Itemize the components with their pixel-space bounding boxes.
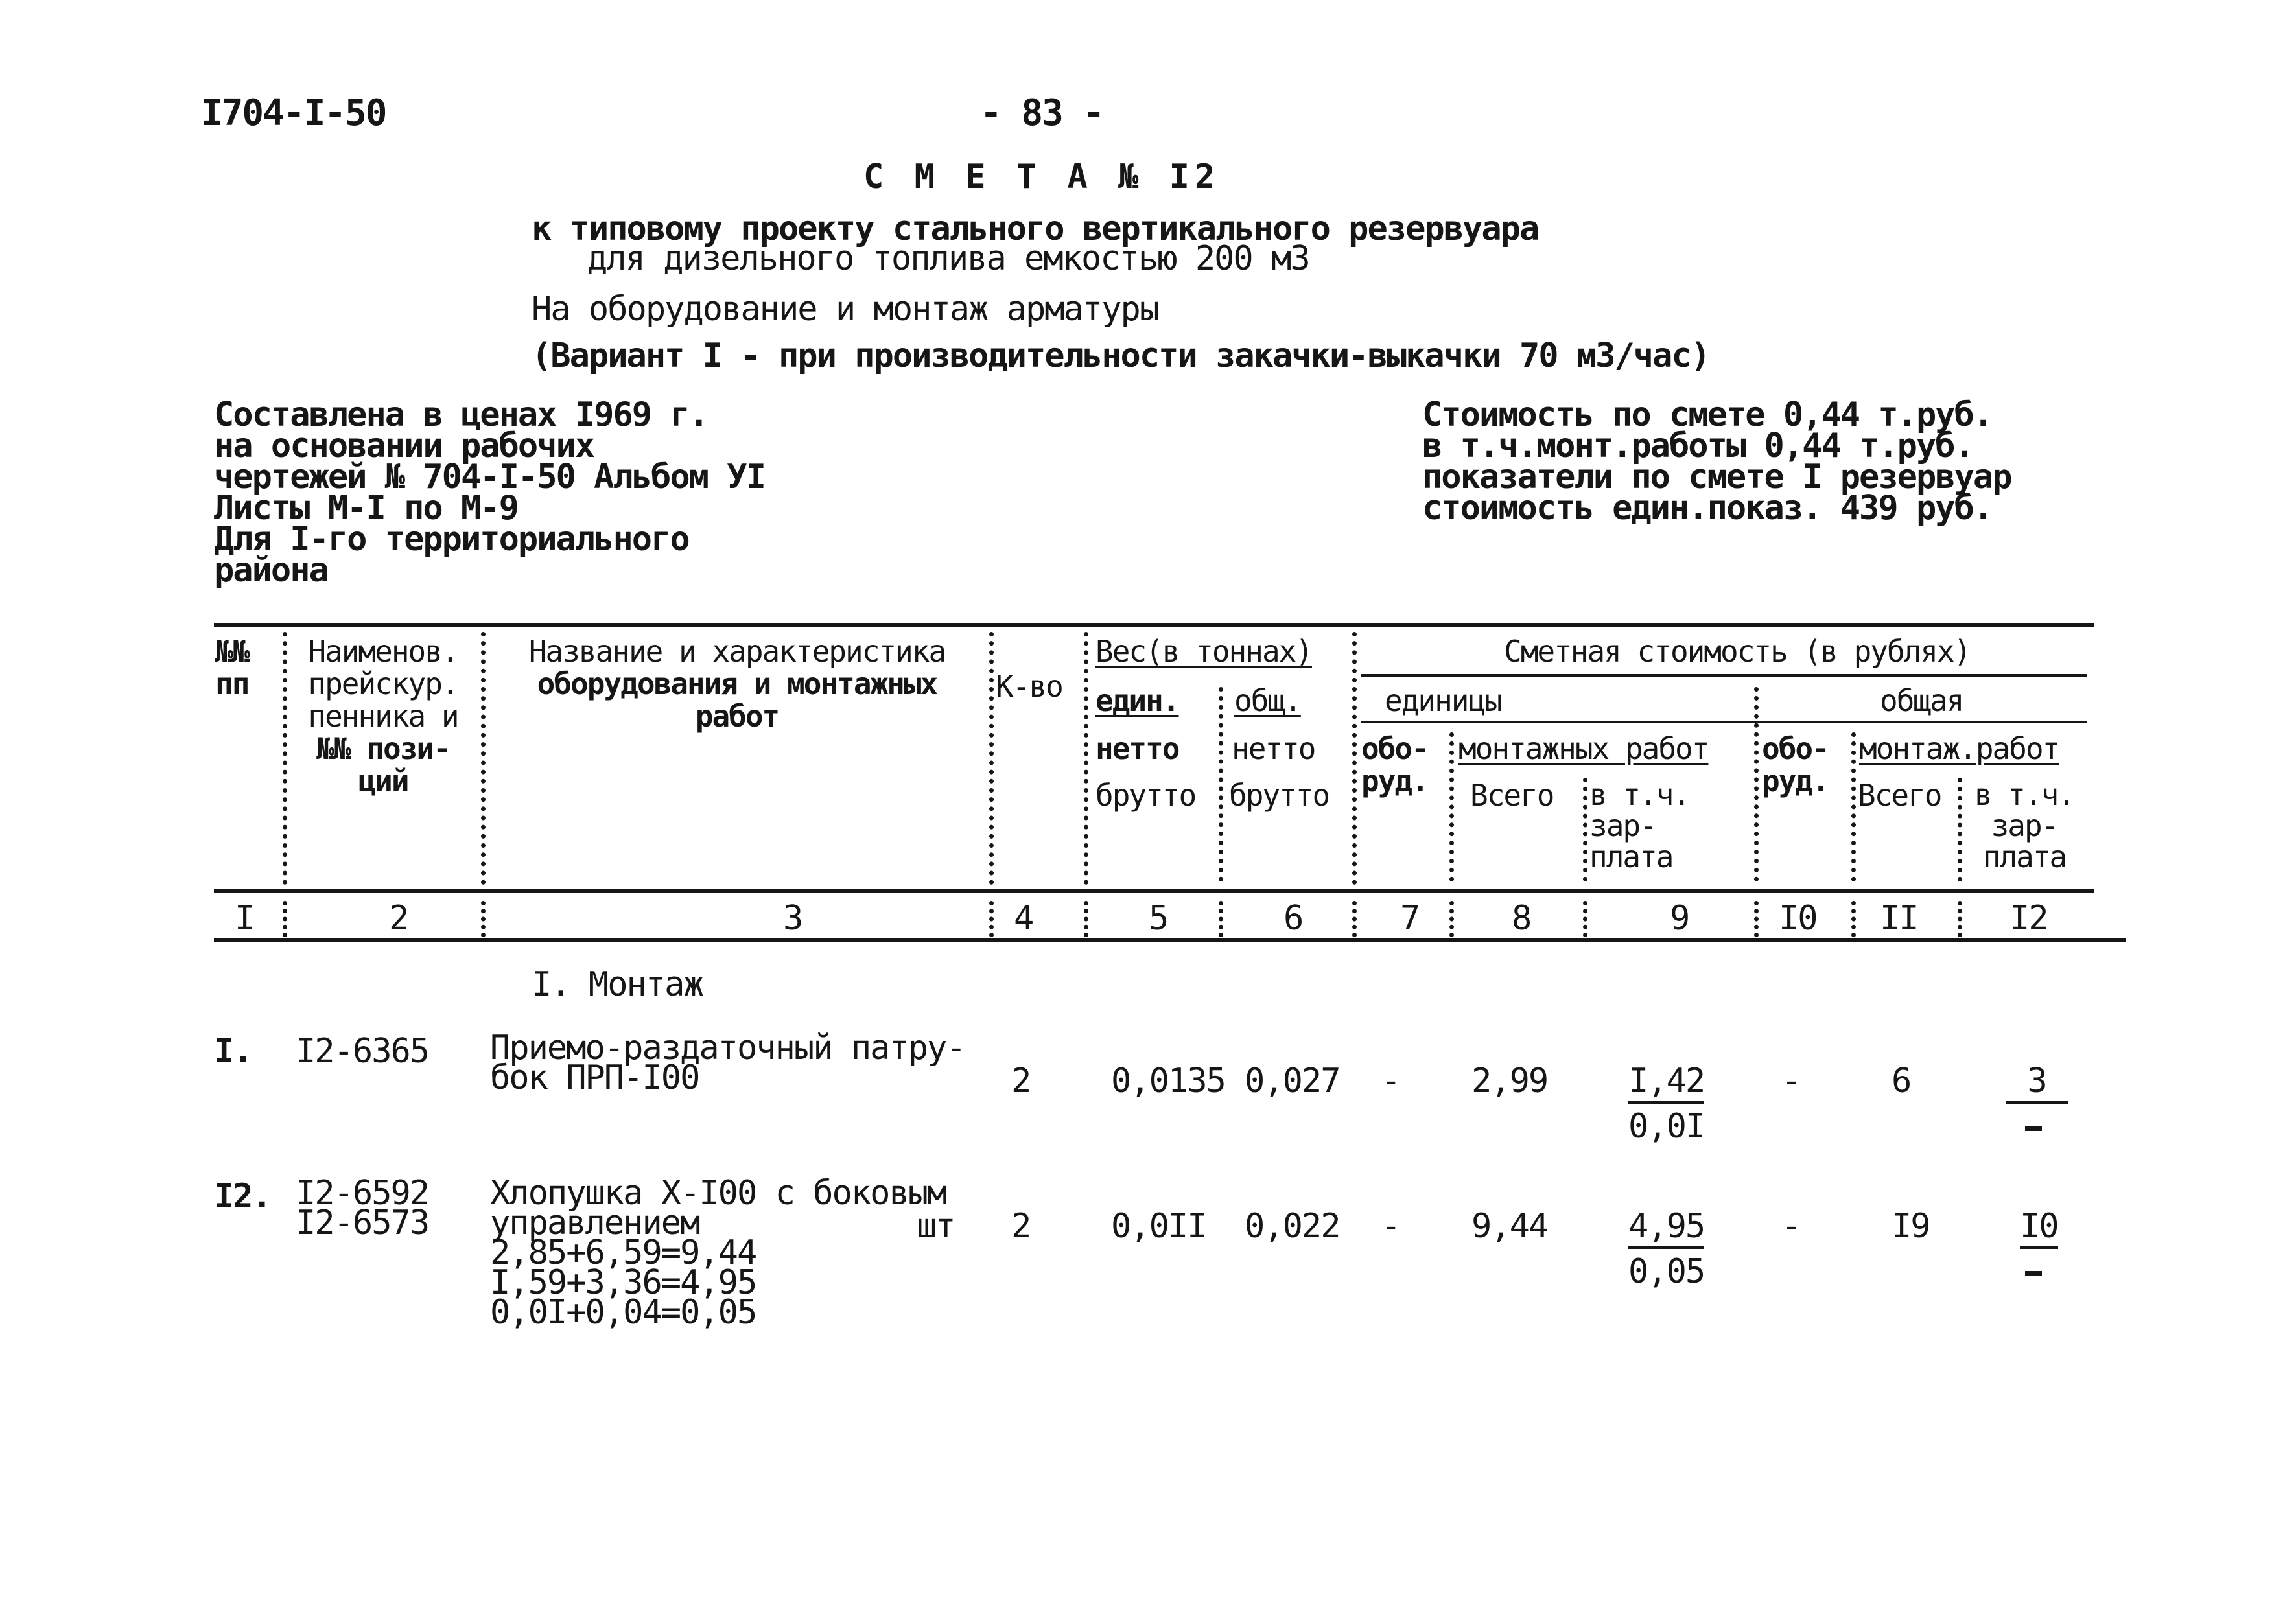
column-number: 3: [783, 899, 802, 938]
variant-line: (Вариант I - при производительности закачки-выкачки 70 м3/час): [532, 336, 1710, 375]
header-cost-unit: единицы: [1385, 683, 1501, 718]
header-cost-total: общая: [1880, 683, 1963, 718]
row-name: Хлопушка Х-І00 с боковым управлением 2,85+6,59=9,44 І,59+3,36=4,95 0,0І+0,04=0,05: [490, 1174, 946, 1332]
header-mount-work-unit: монтажных работ: [1458, 731, 1709, 766]
row-equip-total: -: [1781, 1207, 1801, 1246]
number-row-separator: [283, 901, 287, 937]
number-row-bottom-rule: [214, 938, 2126, 942]
header-col-quantity: К-во: [996, 669, 1062, 704]
header-netto-total: нетто: [1232, 731, 1315, 766]
row-number: I.: [214, 1032, 252, 1071]
number-row-separator: [1352, 901, 1357, 937]
header-incl-wage-total: в т.ч. зар- плата: [1974, 777, 2075, 874]
header-incl-wage-unit: в т.ч. зар- плата: [1589, 777, 1690, 874]
page-number: - 83 -: [980, 92, 1104, 134]
row-unit: шт: [917, 1207, 955, 1246]
column-separator: [481, 632, 486, 885]
header-col-number: №№ пп: [215, 634, 249, 701]
row-name: Приемо-раздаточный патру- бок ПРП-І00: [490, 1029, 965, 1097]
left-info: [214, 395, 765, 590]
number-row-separator: [1851, 901, 1856, 937]
column-number: II: [1880, 899, 1918, 938]
row-wage-unit-sub: 0,05: [1628, 1252, 1705, 1291]
left-info-line: Для І-го территориального: [214, 520, 689, 559]
column-separator: [1352, 632, 1357, 885]
table-header-bottom-rule: [214, 889, 2094, 893]
header-netto-unit: нетто: [1095, 731, 1179, 766]
column-separator: [1449, 732, 1454, 881]
column-number: 2: [389, 899, 408, 938]
section-title: I. Монтаж: [532, 965, 703, 1004]
header-vsego-total: Всего: [1858, 778, 1941, 813]
row-wage-unit: І,42: [1628, 1063, 1704, 1104]
number-row-separator: [1754, 901, 1759, 937]
table-top-rule: [214, 623, 2094, 627]
column-separator: [283, 632, 287, 885]
number-row-separator: [1219, 901, 1223, 937]
subtitle-line-1: к типовому проекту стального вертикального резервуара: [532, 209, 1539, 248]
right-info-line: показатели по смете І резервуар: [1422, 458, 2011, 496]
column-number: 5: [1149, 899, 1168, 938]
left-info-line: района: [214, 551, 328, 590]
row-equip-unit: -: [1381, 1207, 1400, 1246]
column-separator: [1084, 632, 1088, 885]
right-info-line: Стоимость по смете 0,44 т.руб.: [1422, 395, 1993, 434]
number-row-separator: [989, 901, 994, 937]
row-wage-total: І0: [2020, 1208, 2058, 1249]
row-equip-total: -: [1781, 1062, 1801, 1101]
number-row-separator: [1958, 901, 1962, 937]
column-separator: [1219, 687, 1223, 881]
header-weight-total: общ.: [1234, 683, 1301, 718]
row-quantity: 2: [1011, 1207, 1031, 1246]
row-wage-total: 3: [2006, 1063, 2068, 1104]
row-wage-total-sub: [2025, 1253, 2042, 1290]
dash-mark: [2025, 1126, 2042, 1131]
column-number: 9: [1670, 899, 1689, 938]
row-weight-total: 0,027: [1245, 1062, 1340, 1101]
column-separator: [1583, 778, 1587, 881]
column-number: 8: [1512, 899, 1531, 938]
right-info: [1422, 395, 2011, 528]
column-number: I: [235, 899, 254, 938]
row-weight-unit: 0,0135: [1111, 1062, 1225, 1101]
number-row-separator: [1084, 901, 1088, 937]
right-info-line: стоимость един.показ. 439 руб.: [1422, 489, 1993, 528]
column-number: 4: [1014, 899, 1033, 938]
left-info-line: чертежей № 704-І-50 Альбом УІ: [214, 458, 765, 496]
column-separator: [989, 632, 994, 885]
document-code: І704-І-50: [201, 92, 386, 134]
number-row-separator: [1449, 901, 1454, 937]
column-separator: [1754, 687, 1759, 881]
row-number: І2.: [214, 1177, 271, 1216]
row-wage-unit: 4,95: [1628, 1208, 1704, 1249]
header-equip-unit: обо- руд.: [1361, 731, 1428, 798]
right-info-line: в т.ч.монт.работы 0,44 т.руб.: [1422, 426, 1973, 465]
number-row-separator: [481, 901, 486, 937]
row-mount-unit: 9,44: [1471, 1207, 1548, 1246]
header-brutto-total: брутто: [1229, 778, 1330, 813]
cost-sub-rule: [1361, 721, 2087, 723]
dash-mark: [2025, 1271, 2042, 1276]
column-number: 7: [1400, 899, 1420, 938]
row-weight-unit: 0,0ІІ: [1111, 1207, 1206, 1246]
header-brutto-unit: брутто: [1095, 778, 1196, 813]
subtitle-line-2: для дизельного топлива емкостью 200 м3: [587, 239, 1309, 278]
left-info-line: Составлена в ценах І969 г.: [214, 395, 708, 434]
row-wage-unit-sub: 0,0І: [1628, 1107, 1705, 1146]
column-number: 6: [1283, 899, 1303, 938]
column-separator: [1851, 732, 1856, 881]
left-info-line: Листы М-І по М-9: [214, 489, 518, 528]
scope-line: На оборудование и монтаж арматуры: [532, 290, 1159, 329]
number-row-separator: [1583, 901, 1587, 937]
row-quantity: 2: [1011, 1062, 1031, 1101]
row-price-code: І2-6592 І2-6573: [296, 1174, 429, 1242]
row-price-code: І2-6365: [296, 1032, 429, 1071]
row-mount-total: І9: [1892, 1207, 1930, 1246]
column-number: I2: [2009, 899, 2048, 938]
cost-group-rule: [1361, 674, 2087, 677]
column-number: I0: [1779, 899, 1817, 938]
header-weight-unit: един.: [1095, 683, 1179, 718]
header-cost-group: Сметная стоимость (в рублях): [1504, 634, 1971, 669]
header-vsego-unit: Всего: [1470, 778, 1554, 813]
row-equip-unit: -: [1381, 1062, 1400, 1101]
left-info-line: на основании рабочих: [214, 426, 594, 465]
column-separator: [1958, 778, 1962, 881]
header-col-price-code: Наименов. прейскур. пенника и №№ пози- ций: [308, 634, 458, 798]
row-weight-total: 0,022: [1245, 1207, 1340, 1246]
header-weight-group: Вес(в тоннах): [1095, 634, 1313, 669]
row-wage-total-sub: [2025, 1108, 2042, 1145]
row-mount-unit: 2,99: [1471, 1062, 1548, 1101]
row-mount-total: 6: [1892, 1062, 1911, 1101]
document-title: С М Е Т А № І2: [863, 157, 1221, 196]
header-col-name: Название и характеристика оборудования и монтажных работ: [528, 634, 946, 734]
header-mount-work-total: монтаж.работ: [1859, 731, 2059, 766]
header-equip-total: обо- руд.: [1762, 731, 1829, 798]
